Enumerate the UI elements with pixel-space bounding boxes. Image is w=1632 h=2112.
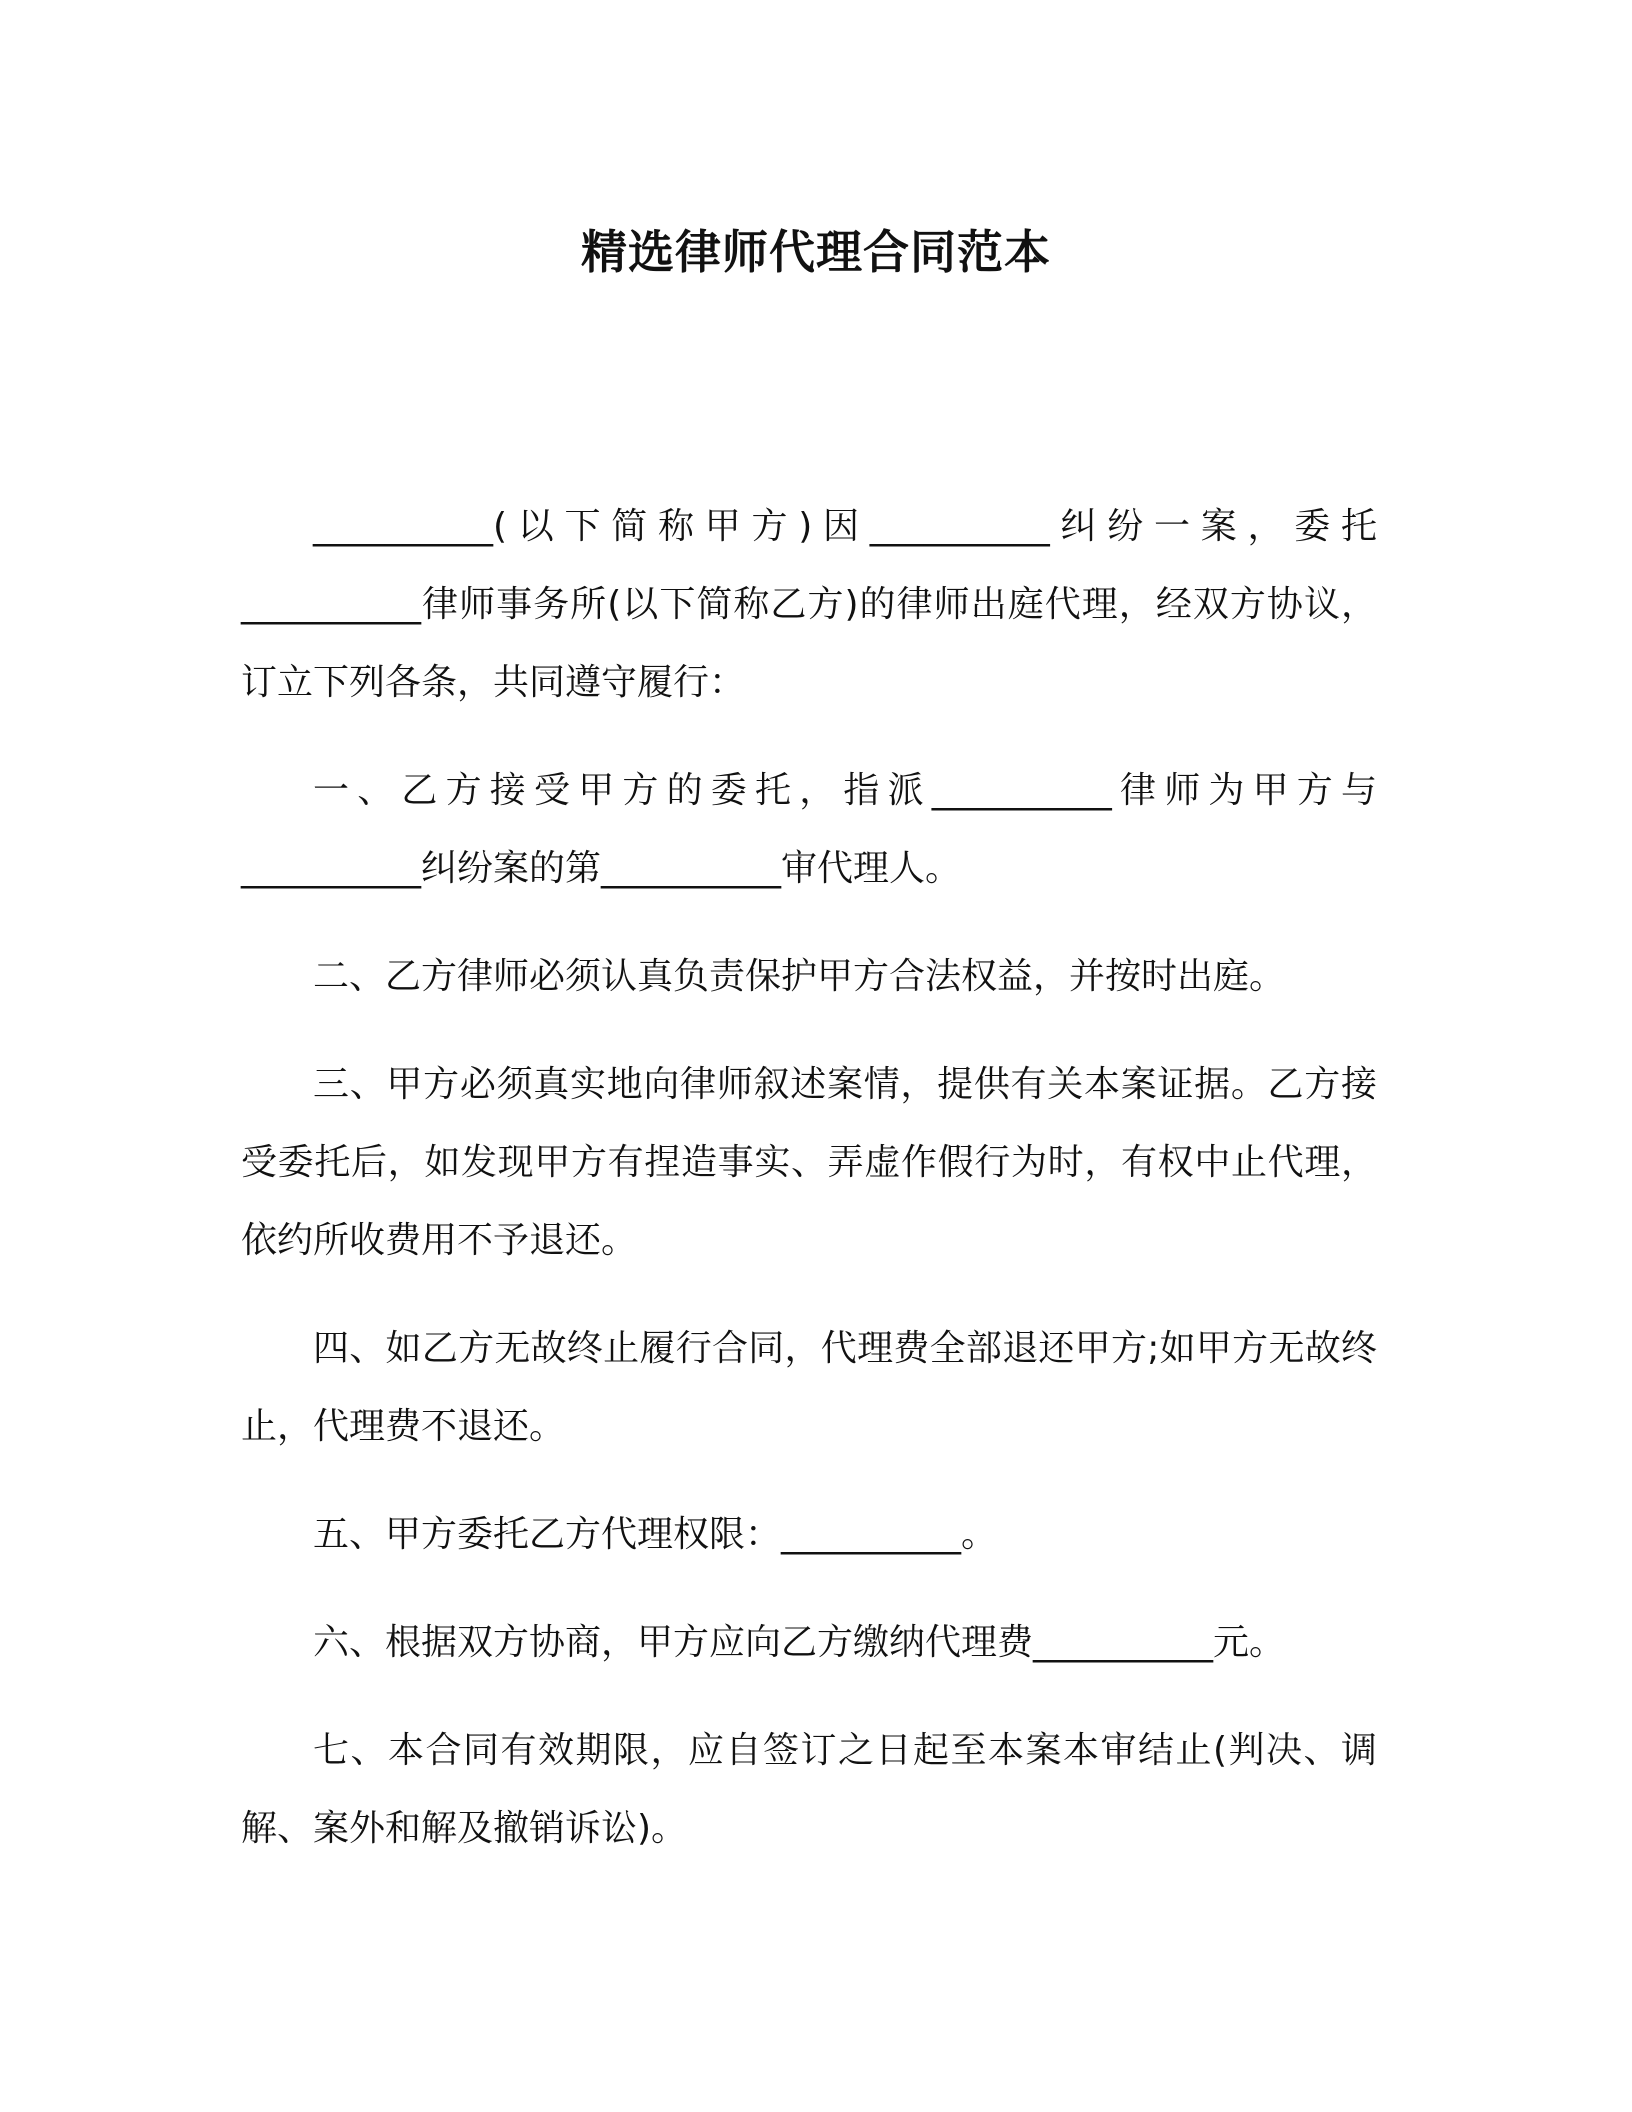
- paragraph-clause-5: [241, 1496, 1377, 1574]
- paragraph-clause-3: [241, 1046, 1377, 1280]
- document-body: [241, 488, 1377, 1898]
- paragraph-text: 五、甲方委托乙方代理权限：__________。: [313, 1514, 998, 1555]
- paragraph-intro: [241, 488, 1377, 722]
- paragraph-clause-4: [241, 1310, 1377, 1466]
- paragraph-text: __________(以下简称甲方)因__________纠纷一案，委托__________律师事务所(以下简称乙方)的律师出庭代理，经双方协议，订立下列各条，共同遵守履行：: [241, 506, 1377, 703]
- paragraph-text: 一、乙方接受甲方的委托，指派__________律师为甲方与__________纠纷案的第__________审代理人。: [241, 770, 1377, 889]
- paragraph-clause-6: [241, 1604, 1377, 1682]
- paragraph-clause-1: [241, 752, 1377, 908]
- paragraph-text: 七、本合同有效期限，应自签订之日起至本案本审结止(判决、调解、案外和解及撤销诉讼)。: [241, 1730, 1377, 1849]
- document-title: 精选律师代理合同范本: [581, 225, 1051, 279]
- paragraph-text: 六、根据双方协商，甲方应向乙方缴纳代理费__________元。: [313, 1622, 1286, 1663]
- paragraph-clause-7: [241, 1712, 1377, 1868]
- paragraph-text: 三、甲方必须真实地向律师叙述案情，提供有关本案证据。乙方接受委托后，如发现甲方有捏造事实、弄虚作假行为时，有权中止代理，依约所收费用不予退还。: [241, 1064, 1377, 1261]
- paragraph-text: 四、如乙方无故终止履行合同，代理费全部退还甲方;如甲方无故终止，代理费不退还。: [241, 1328, 1377, 1447]
- paragraph-text: 二、乙方律师必须认真负责保护甲方合法权益，并按时出庭。: [313, 956, 1286, 997]
- paragraph-clause-2: [241, 938, 1377, 1016]
